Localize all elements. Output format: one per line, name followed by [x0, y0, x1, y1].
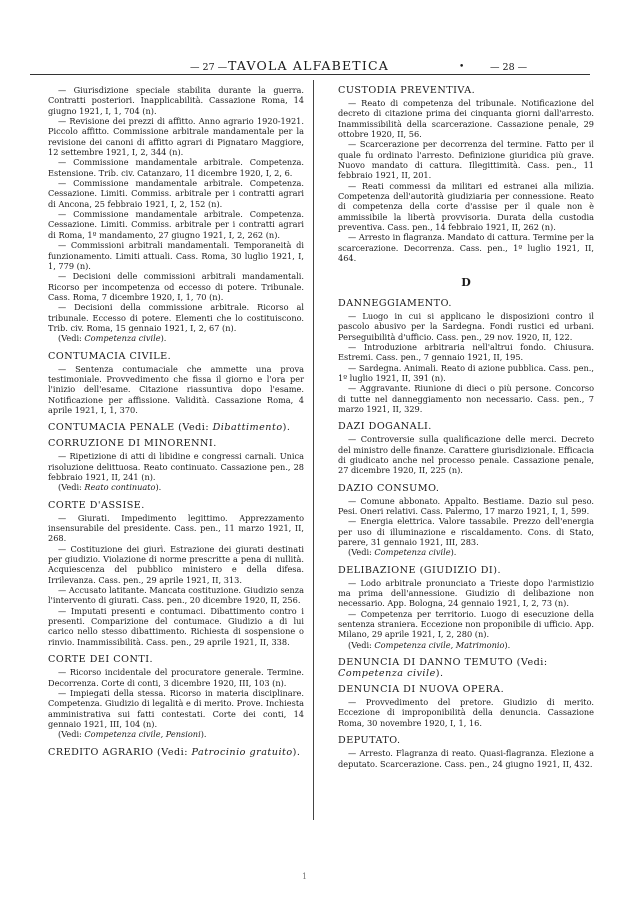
- heading-denuncia-danno: DENUNCIA DI DANNO TEMUTO (Vedi: Competenza civile).: [338, 657, 548, 680]
- footer-mark: 1: [302, 872, 308, 881]
- see-also: (Vedi: Reato continuato).: [58, 482, 162, 493]
- index-entry: — Giurisdizione speciale stabilita durante la guerra. Contratti posteriori. Inapplicabilità. Cassazione Roma, 14 giugno 1921, I, 1, 704 (n).: [48, 85, 304, 116]
- header-rule: [30, 74, 590, 75]
- heading-dazio-consumo: DAZIO CONSUMO.: [338, 482, 440, 494]
- page-title: TAVOLA ALFABETICA: [228, 58, 389, 73]
- heading-corte-conti: CORTE DEI CONTI.: [48, 654, 154, 666]
- heading-credito-agrario: CREDITO AGRARIO (Vedi: Patrocinio gratuito).: [48, 746, 301, 758]
- index-entry: — Costituzione dei giurì. Estrazione dei giurati destinati per giudizio. Violazione di norme prescritte a pena di nullità. Acquiescenza del pubblico ministero e della difesa. Irrilevanza. Cass. pen., 29 aprile 1921, II, 313.: [48, 543, 304, 585]
- index-entry: — Sardegna. Animali. Reato di azione pubblica. Cass. pen., 1º luglio 1921, II, 391 (n).: [338, 362, 594, 383]
- index-entry: — Competenza per territorio. Luogo di esecuzione della sentenza straniera. Eccezione non proponibile di ufficio. App. Milano, 29 aprile 1921, I, 2, 280 (n).: [338, 608, 594, 640]
- index-entry: — Aggravante. Riunione di dieci o più persone. Concorso di tutte nel danneggiamento non necessario. Cass. pen., 7 marzo 1921, II, 329.: [338, 383, 594, 414]
- left-page-number: — 27 —: [190, 62, 228, 73]
- index-entry: — Commissioni arbitrali mandamentali. Temporaneità di funzionamento. Limiti attuali. Cass. Roma, 30 luglio 1921, I, 1, 779 (n).: [48, 240, 304, 271]
- index-entry: — Reato di competenza del tribunale. Notificazione del decreto di citazione prima dei cinquanta giorni dall'arresto. Inammissibilità della scarcerazione. Cassazione penale, 29 ottobre 1920, II, 56.: [338, 98, 594, 140]
- heading-custodia: CUSTODIA PREVENTIVA.: [338, 85, 476, 96]
- see-also: (Vedi: Competenza civile).: [348, 547, 457, 558]
- heading-corruzione: CORRUZIONE DI MINORENNI.: [48, 438, 217, 450]
- index-entry: — Decisioni della commissione arbitrale. Ricorso al tribunale. Eccesso di potere. Elementi che lo costituiscono. Trib. civ. Roma, 15 gennaio 1921, I, 2, 67 (n).: [48, 302, 304, 333]
- index-entry: — Reati commessi da militari ed estranei alla milizia. Competenza dell'autorità giudiziaria per connessione. Reato di competenza della corte d'assise per il quale non è ammissibile la libertà provvisoria. Durata della custodia preventiva. Cass. pen., 14 febbraio 1921, II, 262 (n).: [338, 180, 594, 233]
- index-entry: — Commissione mandamentale arbitrale. Competenza. Cessazione. Limiti. Commiss. arbitrale per i contratti agrari di Ancona, 25 febbraio 1921, I, 2, 152 (n).: [48, 178, 304, 209]
- index-entry: — Arresto in flagranza. Mandato di cattura. Termine per la scarcerazione. Decorrenza. Cass. pen., 1º luglio 1921, II, 464.: [338, 232, 594, 264]
- right-page-number: — 28 —: [490, 62, 528, 73]
- index-entry: — Ricorso incidentale del procuratore generale. Termine. Decorrenza. Corte di conti, 3 dicembre 1920, III, 103 (n).: [48, 667, 304, 688]
- see-also: (Vedi: Competenza civile, Matrimonio).: [348, 639, 511, 650]
- header-dot: •: [459, 62, 465, 72]
- index-entry: — Accusato latitante. Mancata costituzione. Giudizio senza l'intervento di giurati. Cass. pen., 20 dicembre 1920, II, 256.: [48, 585, 304, 606]
- section-letter: D: [461, 275, 471, 289]
- right-column: [338, 84, 594, 769]
- heading-danneggiamento: DANNEGGIAMENTO.: [338, 297, 452, 309]
- index-entry: — Provvedimento del pretore. Giudizio di merito. Eccezione di improponibilità della denuncia. Cassazione Roma, 30 novembre 1920, I, 1, 16.: [338, 697, 594, 728]
- heading-deputato: DEPUTATO.: [338, 735, 401, 747]
- index-entry: — Giurati. Impedimento legittimo. Apprezzamento insensurabile del presidente. Cass. pen., 11 marzo 1921, II, 268.: [48, 512, 304, 544]
- heading-contumacia-civile: CONTUMACIA CIVILE.: [48, 350, 172, 362]
- heading-dazi-doganali: DAZI DOGANALI.: [338, 421, 432, 433]
- index-entry: — Controversie sulla qualificazione delle merci. Decreto del ministro delle finanze. Carattere giurisdizionale. Efficacia di giudicato anche nel processo penale. Cassazione penale, 27 dicembre 1920, II, 225 (n).: [338, 434, 594, 476]
- heading-contumacia-penale: CONTUMACIA PENALE (Vedi: Dibattimento).: [48, 422, 291, 434]
- index-entry: — Impiegati della stessa. Ricorso in materia disciplinare. Competenza. Giudizio di legalità e di merito. Prove. Inchiesta amministrativa sui fatti contestati. Corte dei conti, 14 gennaio 1921, III, 104 (n).: [48, 687, 304, 729]
- column-divider: [313, 80, 314, 820]
- index-entry: — Decisioni delle commissioni arbitrali mandamentali. Ricorso per incompetenza od eccesso di potere. Tribunale. Cass. Roma, 7 dicembre 1920, I, 1, 70 (n).: [48, 271, 304, 302]
- index-entry: — Imputati presenti e contumaci. Dibattimento contro i presenti. Comparizione del contumace. Giudizio a di lui carico nello stesso dibattimento. Richiesta di sospensione o rinvio. Inammissibilità. Cass. pen., 29 aprile 1921, II, 338.: [48, 605, 304, 647]
- index-entry: — Sentenza contumaciale che ammette una prova testimoniale. Provvedimento che fissa il giorno e l'ora per l'inizio dell'esame. Citazione riassuntiva dopo l'esame. Notificazione per affissione. Validità. Cassazione Roma, 4 aprile 1921, I, 1, 370.: [48, 363, 304, 415]
- see-also: (Vedi: Competenza civile, Pensioni).: [58, 729, 207, 740]
- index-entry: — Commissione mandamentale arbitrale. Competenza. Cessazione. Limiti. Commiss. arbitrale per i contratti agrari di Roma, 1º mandamento, 27 giugno 1921, I, 2, 262 (n).: [48, 209, 304, 240]
- index-entry: — Arresto. Flagranza di reato. Quasi-flagranza. Elezione a deputato. Scarcerazione. Cass. pen., 24 giugno 1921, II, 432.: [338, 748, 594, 769]
- page-header: [40, 58, 577, 78]
- see-also: (Vedi: Competenza civile).: [58, 333, 167, 344]
- index-entry: — Introduzione arbitraria nell'altrui fondo. Chiusura. Estremi. Cass. pen., 7 gennaio 1921, II, 195.: [338, 341, 594, 363]
- index-entry: — Luogo in cui si applicano le disposizioni contro il pascolo abusivo per la Sardegna. Fondi rustici ed urbani. Perseguibilità d'ufficio. Cass. pen., 29 nov. 1920, II, 122.: [338, 310, 594, 342]
- index-entry: — Comune abbonato. Appalto. Bestiame. Dazio sul peso. Pesi. Oneri relativi. Cass. Palermo, 17 marzo 1921, I, 1, 599.: [338, 495, 594, 516]
- heading-denuncia-opera: DENUNCIA DI NUOVA OPERA.: [338, 684, 505, 696]
- heading-delibazione: DELIBAZIONE (GIUDIZIO DI).: [338, 564, 502, 576]
- index-entry: — Lodo arbitrale pronunciato a Trieste dopo l'armistizio ma prima dell'annessione. Giudizio di delibazione non necessario. App. Bologna, 24 gennaio 1921, I, 2, 73 (n).: [338, 577, 594, 609]
- index-entry: — Energia elettrica. Valore tassabile. Prezzo dell'energia per uso di illuminazione e riscaldamento. Cons. di Stato, parere, 31 gennaio 1921, III, 283.: [338, 516, 594, 548]
- index-entry: — Revisione dei prezzi di affitto. Anno agrario 1920-1921. Piccolo affitto. Commissione arbitrale mandamentale per la revisione dei canoni di affitto agrari di Pignataro Maggiore, 12 settembre 1921, I, 2, 344 (n).: [48, 116, 304, 158]
- index-entry: — Scarcerazione per decorrenza del termine. Fatto per il quale fu ordinato l'arresto. Definizione giuridica più grave. Nuovo mandato di cattura. Illegittimità. Cass. pen., 11 febbraio 1921, II, 201.: [338, 139, 594, 181]
- left-column: [48, 84, 304, 760]
- heading-corte-assise: CORTE D'ASSISE.: [48, 499, 145, 511]
- index-entry: — Commissione mandamentale arbitrale. Competenza. Estensione. Trib. civ. Catanzaro, 11 dicembre 1920, I, 2, 6.: [48, 157, 304, 178]
- index-entry: — Ripetizione di atti di libidine e congressi carnali. Unica risoluzione delittuosa. Reato continuato. Cassazione pen., 28 febbraio 1921, II, 241 (n).: [48, 451, 304, 482]
